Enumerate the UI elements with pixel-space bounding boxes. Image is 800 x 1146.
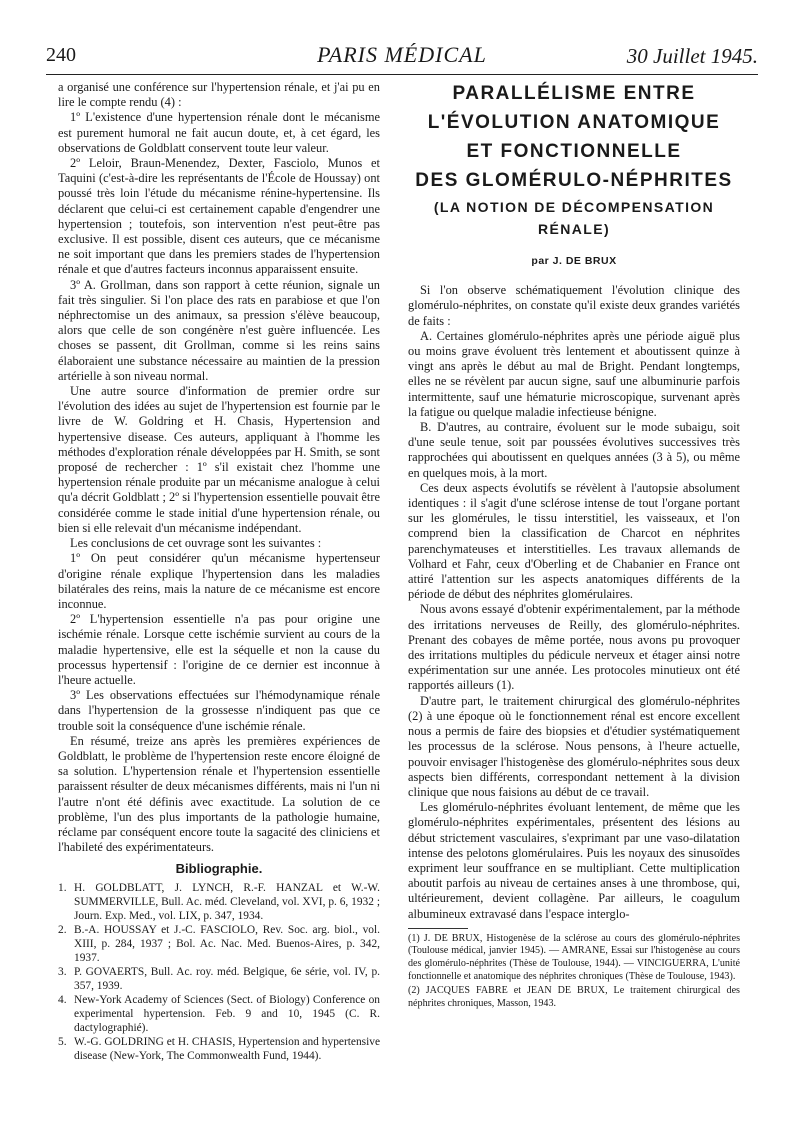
paragraph: A. Certaines glomérulo-néphrites après une période aiguë plus ou moins grave évoluent très lentement et aboutissent quinze à vingt ans après le début au mal de Bright. Pendant longtemps, elles ne se révèlent par aucun signe, sauf une albuminurie parfois intermittente, sauf une hématurie microscopique, survenant après la fatigue ou quelque maladie infectieuse bénigne. [408, 328, 740, 419]
paragraph: B. D'autres, au contraire, évoluent sur le mode subaigu, soit d'une seule tenue, soit par poussées évolutives successives très rapprochées qui aboutissent en quelques années (3 à 5), ou même en quelques mois, à la mort. [408, 420, 740, 480]
left-paragraphs [58, 80, 380, 855]
paragraph: En résumé, treize ans après les premières expériences de Goldblatt, le problème de l'hypertension reste encore éloigné de sa solution. L'hypertension rénale et l'hypertension essentielle paraissent résulter de deux mécanismes différents, mais ni l'un ni l'autre n'ont été définis avec exactitude. La solution de ce problème, l'un des plus importants de la pathologie humaine, réclame par conséquent encore toute la sagacité des cliniciens et l'habileté des expérimentateurs. [58, 733, 381, 855]
issue-date: 30 Juillet 1945. [626, 44, 758, 68]
page-header [46, 40, 758, 74]
bibliography-heading: Bibliographie. [175, 861, 263, 877]
subtitle-line: (LA NOTION DE DÉCOMPENSATION [433, 199, 715, 215]
paragraph: 2º L'hypertension essentielle n'a pas pour origine une ischémie rénale. Lorsque cette ischémie survient au cours de la maladie hypertensive, elle est la séquelle et non la cause du processus hypertensif : l'origine de ce dernier est inconnue à l'heure actuelle. [58, 612, 380, 687]
footnotes [408, 933, 740, 1011]
paragraph: D'autre part, le traitement chirurgical des glomérulo-néphrites (2) à une époque où le fonctionnement rénal est encore excellent nous a permis de faire des biopsies et d'étudier systématiquement les processus de la sclérose. Nous pensons, à l'heure actuelle, pouvoir envisager l'histogenèse des glomérulo-néphrites sous deux aspects bien différents, correspondant nettement à la division clinique que nous faisions au début de ce travail. [408, 693, 740, 799]
paragraph: a organisé une conférence sur l'hypertension rénale, et j'ai pu en lire le compte rendu (4) : [58, 80, 380, 110]
bibliography-item [58, 965, 380, 993]
footnote-rule [408, 928, 468, 929]
journal-title: PARIS MÉDICAL [317, 42, 487, 67]
title-line: L'ÉVOLUTION ANATOMIQUE [427, 112, 721, 133]
bibliography-number: 5. [58, 1035, 67, 1048]
paragraph: 2º Leloir, Braun-Menendez, Dexter, Fasciolo, Munos et Taquini (c'est-à-dire les représentants de l'École de Houssay) ont poussé très loin l'étude du mécanisme rénine-hypertensine. Ils déclarent que celui-ci est certainement capable d'engendrer une hypertension ; toutefois, son intervention n'est peut-être pas exclusive. Il est possible, disent ces auteurs, que ce mécanisme ne soit important que dans les premiers stades de l'hypertension rénale et que d'autres facteurs inconnus apparaissent ensuite. [58, 156, 380, 277]
paragraph: Nous avons essayé d'obtenir expérimentalement, par la méthode des irritations nerveuses de Reilly, des glomérulo-néphrites. Prenant des cobayes de même portée, nous avons pu provoquer des irritations multiples du pédicule nerveux et étager ainsi notre expérimentation sur une année. Les protocoles minutieux ont été rapportés ailleurs (1). [408, 602, 740, 693]
paragraph: Ces deux aspects évolutifs se révèlent à l'autopsie absolument identiques : il s'agit d'une sclérose intense de tout l'organe portant sur les glomérules, le tissu interstitiel, les vaisseaux, et l'on comprend bien la classification de Charcot en néphrites parenchymateuses et interstitielles. Les travaux allemands de Volhard et Fahr, ceux d'Oberling et de Chabanier en France ont attiré l'attention sur les aspects anatomiques différents de la période de début des néphrites glomérulaires. [408, 480, 740, 602]
bibliography-item [58, 923, 380, 965]
paragraph: Si l'on observe schématiquement l'évolution clinique des glomérulo-néphrites, on constate qu'il existe deux grandes variétés de faits : [408, 283, 740, 328]
bibliography-number: 2. [58, 923, 67, 936]
right-column [408, 80, 740, 1012]
left-column [58, 80, 380, 1063]
right-paragraphs [408, 283, 740, 922]
bibliography-item [58, 1035, 380, 1063]
bibliography-text: P. GOVAERTS, Bull. Ac. roy. méd. Belgique, 6e série, vol. IV, p. 357, 1939. [74, 965, 380, 992]
bibliography-number: 4. [58, 993, 67, 1006]
article-author: par J. DE BRUX [531, 255, 617, 267]
paragraph: Les conclusions de cet ouvrage sont les suivantes : [70, 536, 322, 551]
title-line: DES GLOMÉRULO-NÉPHRITES [415, 170, 733, 191]
paragraph: 1º On peut considérer qu'un mécanisme hypertenseur d'origine rénale explique l'hypertension dans les maladies bilatérales des reins, mais la nature de ce mécanisme est encore inconnue. [58, 551, 380, 611]
paragraph: 1º L'existence d'une hypertension rénale dont le mécanisme est purement humoral ne fait aucun doute, et, à cet égard, les observations de Goldblatt conservent toute leur valeur. [58, 110, 380, 155]
bibliography-number: 3. [58, 965, 67, 978]
bibliography-text: W.-G. GOLDRING et H. CHASIS, Hypertension and hypertensive disease (New-York, The Commonwealth Fund, 1944). [74, 1035, 380, 1062]
article-subtitle [408, 196, 740, 240]
page-number: 240 [46, 44, 76, 66]
bibliography-text: H. GOLDBLATT, J. LYNCH, R.-F. HANZAL et W.-W. SUMMERVILLE, Bull. Ac. méd. Cleveland, vol. XVI, p. 6, 1932 ; Journ. Exp. Med., vol. LIX, p. 347, 1934. [74, 881, 380, 922]
footnote: (1) J. DE BRUX, Histogenèse de la sclérose au cours des glomérulo-néphrites (Toulouse médical, janvier 1945). — AMRANE, Essai sur l'histogenèse au cours des glomérulo-néphrites (Thèse de Toulouse, 1944). — VINCIGUERRA, L'unité fonctionnelle et anatomique des néphrites chroniques (Thèse de Toulouse, 1943). [408, 932, 740, 982]
paragraph: Les glomérulo-néphrites évoluant lentement, de même que les glomérulo-néphrites expérimentales, présentent des lésions au début strictement vasculaires, s'exprimant par une vaso-dilatation intense des pelotons glomérulaires. Puis les noyaux des sinusoïdes expriment leur souffrance en se multipliant. Cette multiplication aboutit parfois au niveau de certaines anses à une thrombose, qui, ultérieurement, devient collagène. Par ailleurs, le coagulum albumineux extravasé dans l'espace interglo- [408, 800, 740, 921]
paragraph: 3º A. Grollman, dans son rapport à cette réunion, signale un fait très singulier. Si l'on place des rats en parabiose et que l'on néphrectomise un des animaux, sa pression s'élève beaucoup, alors que celle de son congénère n'est guère influencée. Les choses se passent, dit Grollman, comme si les reins sains élaboraient une substance nécessaire au maintien de la pression artérielle à son niveau normal. [58, 277, 380, 383]
bibliography-list [58, 881, 380, 1063]
bibliography-text: B.-A. HOUSSAY et J.-C. FASCIOLO, Rev. Soc. arg. biol., vol. XIII, p. 284, 1937 ; Bol. Ac. Nac. Med. Buenos-Aires, p. 342, 1937. [74, 923, 380, 964]
article-title [408, 80, 740, 194]
bibliography-number: 1. [58, 881, 67, 894]
paragraph: Une autre source d'information de premier ordre sur l'évolution des idées au sujet de l'hypertension est fournie par le livre de W. Goldring et H. Chasis, Hypertension and hypertensive disease. Ces auteurs, appliquant à l'homme les méthodes d'exploration rénale développées par H. Smith, se sont proposé de rechercher : 1º s'il existait chez l'homme une hypertension rénale produite par un mécanisme analogue à celui qu'a décrit Goldblatt ; 2º si l'hypertension essentielle pouvait être considérée comme le stade initial d'une hypertension rénale, ou bien si elle relevait d'un mécanisme indépendant. [58, 384, 380, 535]
paragraph: 3º Les observations effectuées sur l'hémodynamique rénale dans l'hypertension de la grossesse n'indiquent pas que ce trouble soit la conséquence d'une ischémie rénale. [58, 688, 380, 733]
header-rule [46, 74, 758, 75]
title-line: PARALLÉLISME ENTRE [452, 83, 696, 104]
bibliography-item [58, 881, 380, 923]
footnote: (2) JACQUES FABRE et JEAN DE BRUX, Le traitement chirurgical des néphrites chroniques, Masson, 1943. [408, 985, 740, 1009]
subtitle-line: RÉNALE) [537, 221, 611, 237]
bibliography-text: New-York Academy of Sciences (Sect. of Biology) Conference on experimental hypertension. Feb. 9 and 10, 1945 (C. R. dactylographié). [74, 993, 380, 1034]
title-line: ET FONCTIONNELLE [466, 141, 682, 162]
bibliography-item [58, 993, 380, 1035]
